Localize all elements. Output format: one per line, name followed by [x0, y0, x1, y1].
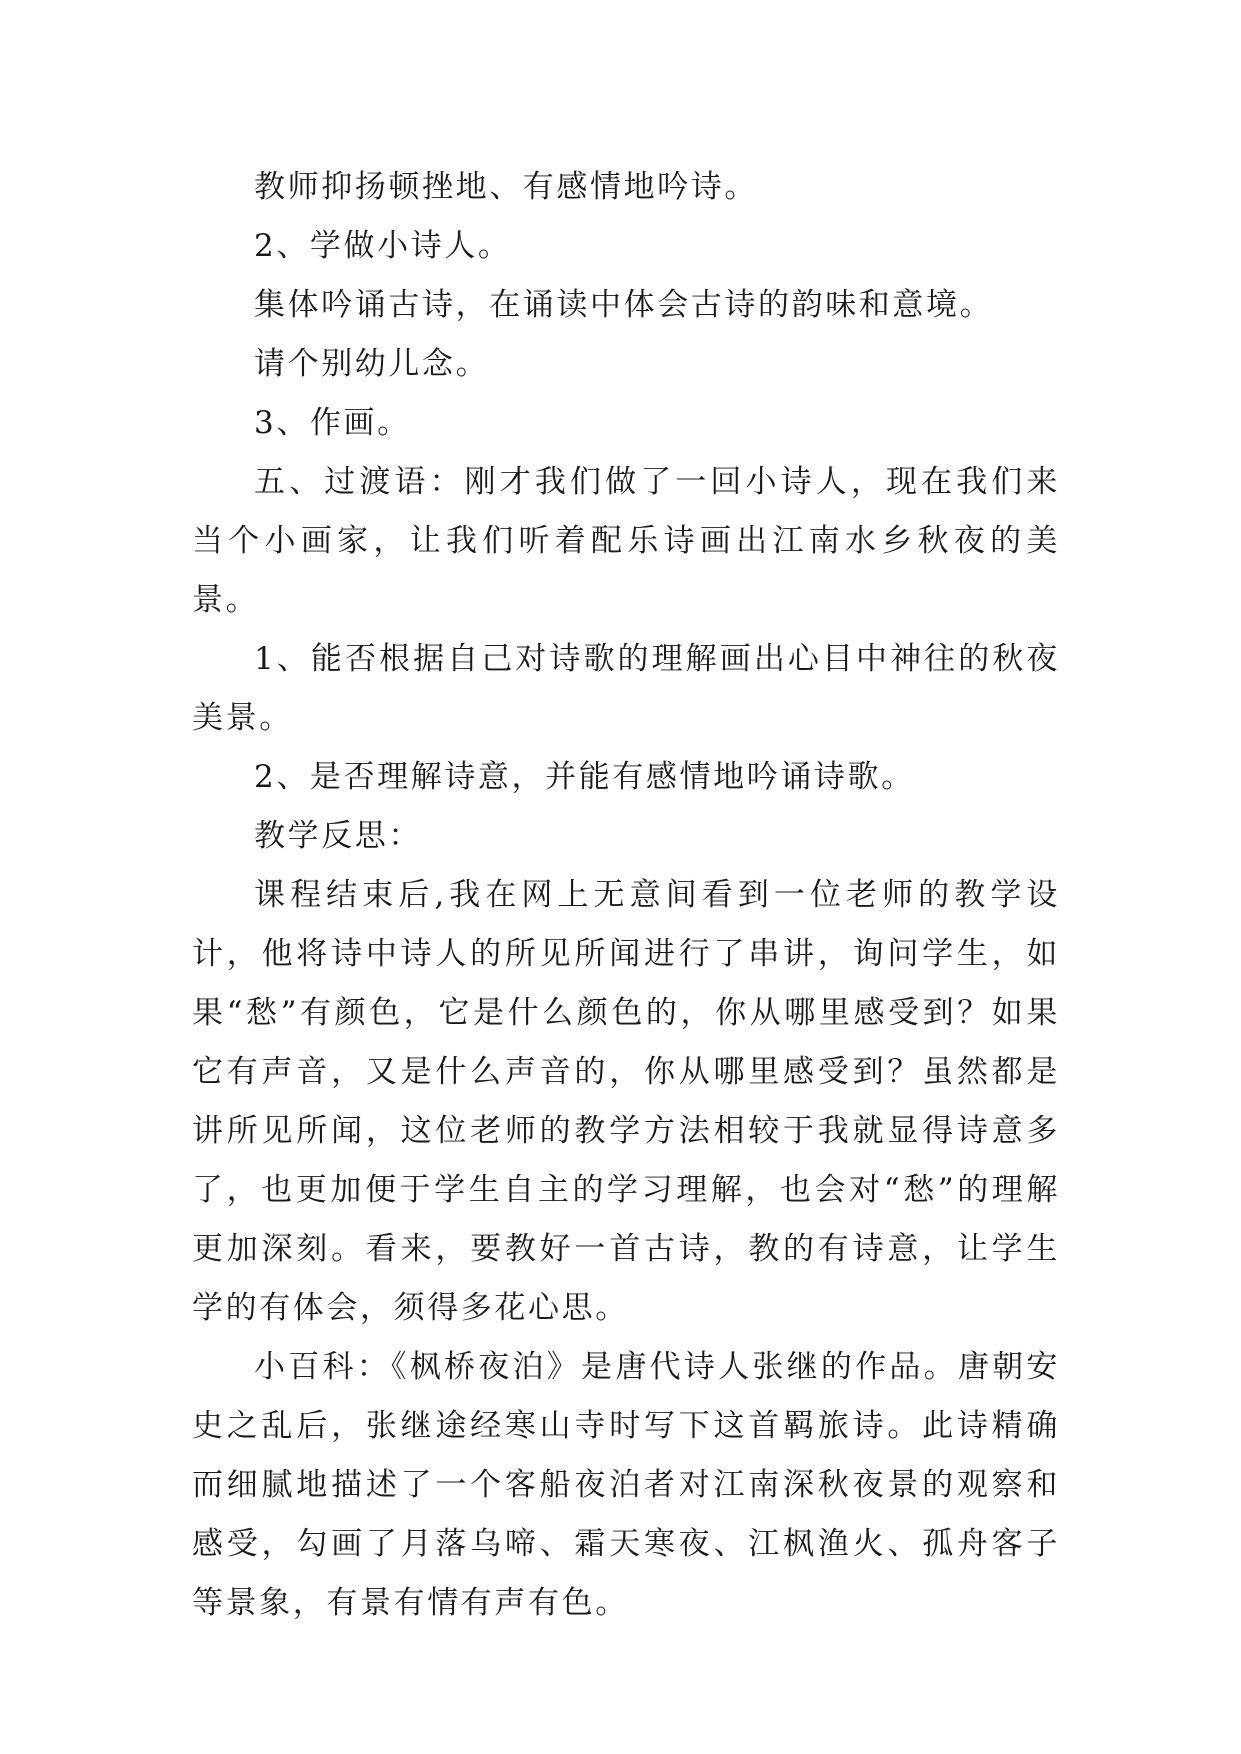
- paragraph-teacher-recites: 教师抑扬顿挫地、有感情地吟诗。: [254, 169, 758, 205]
- paragraph-reflection-heading: 教学反思：: [254, 818, 422, 854]
- document-body: [192, 158, 1060, 1633]
- paragraph-reflection-body: 课程结束后,我在网上无意间看到一位老师的教学设计，他将诗中诗人的所见所闻进行了串讲，询问学生，如果“愁”有颜色，它是什么颜色的，你从哪里感受到？如果它有声音，又是什么声音的，你从哪里感受到？虽然都是讲所见所闻，这位老师的教学方法相较于我就显得诗意多了，也更加便于学生自主的学习理解，也会对“愁”的理解更加深刻。看来，要教好一首古诗，教的有诗意，让学生学的有体会，须得多花心思。: [192, 877, 1060, 1326]
- paragraph-step-3-drawing: 3、作画。: [254, 405, 411, 441]
- paragraph-group-recitation: 集体吟诵古诗，在诵读中体会古诗的韵味和意境。: [254, 287, 994, 323]
- paragraph-evaluation-1: 1、能否根据自己对诗歌的理解画出心目中神往的秋夜美景。: [192, 641, 1060, 736]
- paragraph-evaluation-2: 2、是否理解诗意，并能有感情地吟诵诗歌。: [254, 759, 915, 795]
- paragraph-step-2-little-poet: 2、学做小诗人。: [254, 228, 512, 264]
- paragraph-section-5-transition: 五、过渡语：刚才我们做了一回小诗人，现在我们来当个小画家，让我们听着配乐诗画出江南水乡秋夜的美景。: [192, 464, 1060, 618]
- paragraph-encyclopedia-note: 小百科：《枫桥夜泊》是唐代诗人张继的作品。唐朝安史之乱后，张继途经寒山寺时写下这首羁旅诗。此诗精确而细腻地描述了一个客船夜泊者对江南深秋夜景的观察和感受，勾画了月落乌啼、霜天寒夜、江枫渔火、孤舟客子等景象，有景有情有声有色。: [192, 1349, 1060, 1621]
- paragraph-individual-reading: 请个别幼儿念。: [254, 346, 490, 382]
